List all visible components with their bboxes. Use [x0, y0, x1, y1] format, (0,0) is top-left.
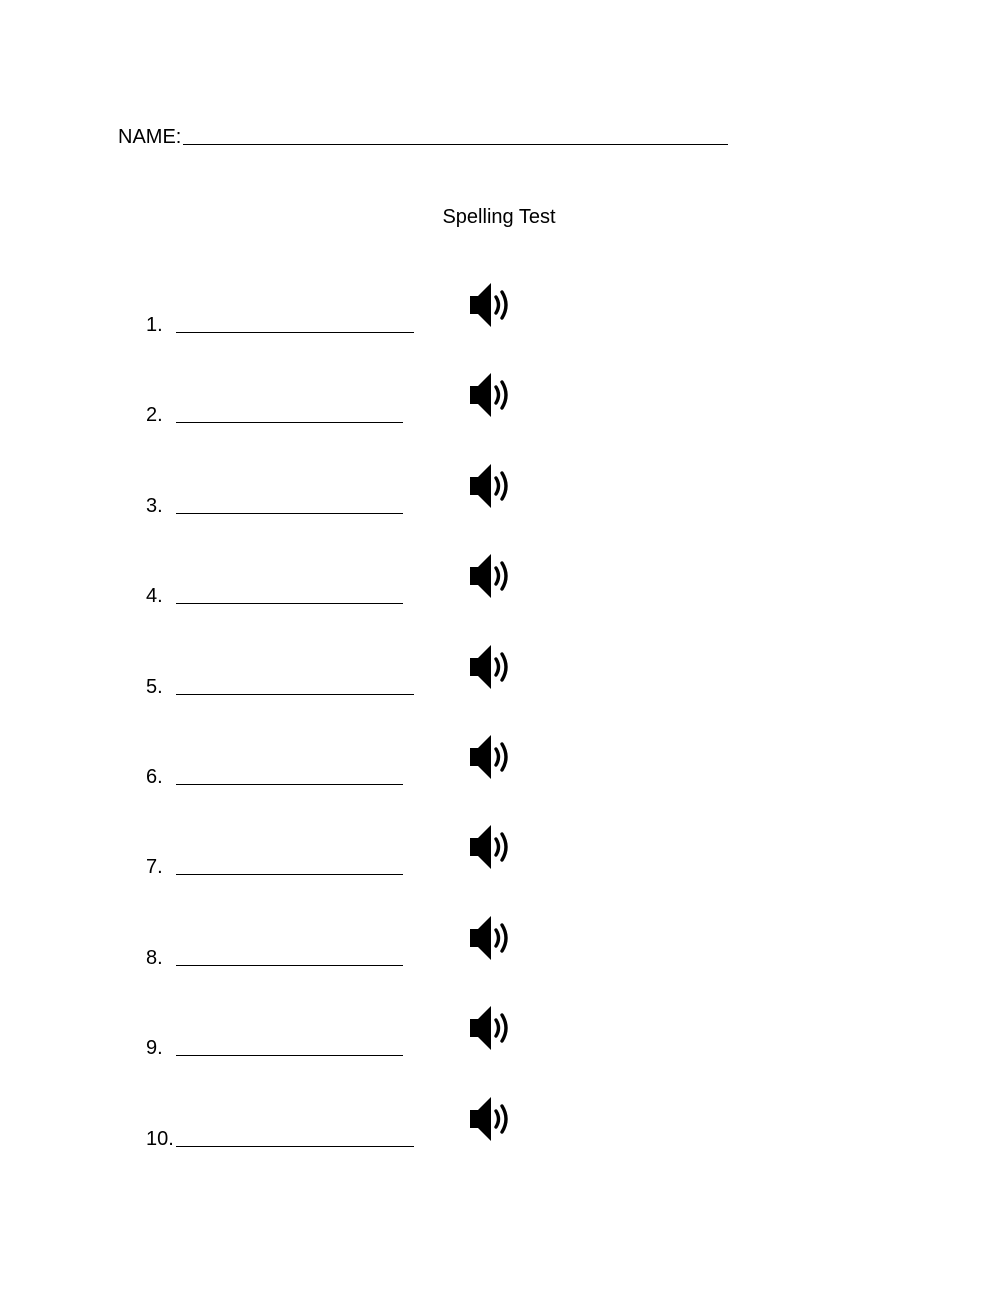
list-item — [146, 567, 566, 607]
item-number: 3. — [146, 494, 163, 517]
answer-line[interactable] — [176, 694, 414, 695]
speaker-icon[interactable] — [469, 734, 513, 780]
speaker-icon[interactable] — [469, 282, 513, 328]
item-number: 8. — [146, 946, 163, 969]
item-number: 6. — [146, 766, 163, 788]
item-number: 5. — [146, 675, 163, 698]
page-title: Spelling Test — [442, 206, 556, 228]
answer-line[interactable] — [176, 422, 403, 423]
answer-line[interactable] — [176, 513, 403, 514]
name-label: NAME: — [118, 126, 182, 148]
list-item — [146, 1110, 566, 1150]
speaker-icon[interactable] — [469, 553, 513, 599]
speaker-icon[interactable] — [469, 644, 513, 690]
list-item — [146, 748, 566, 788]
item-number: 2. — [146, 404, 163, 427]
list-item — [146, 929, 566, 969]
list-item — [146, 838, 566, 878]
speaker-icon[interactable] — [469, 1096, 513, 1142]
answer-line[interactable] — [176, 332, 414, 333]
item-number: 1. — [146, 314, 163, 336]
name-input-line[interactable] — [183, 144, 728, 145]
item-number: 7. — [146, 856, 163, 879]
speaker-icon[interactable] — [469, 824, 513, 870]
list-item — [146, 658, 566, 698]
speaker-icon[interactable] — [469, 372, 513, 418]
list-item — [146, 296, 566, 336]
speaker-icon[interactable] — [469, 915, 513, 961]
item-number: 10. — [146, 1127, 174, 1150]
answer-line[interactable] — [176, 874, 403, 875]
answer-line[interactable] — [176, 1055, 403, 1056]
list-item — [146, 386, 566, 426]
list-item — [146, 477, 566, 517]
answer-line[interactable] — [176, 965, 403, 966]
speaker-icon[interactable] — [469, 1005, 513, 1051]
answer-line[interactable] — [176, 1146, 414, 1147]
speaker-icon[interactable] — [469, 463, 513, 509]
item-number: 4. — [146, 585, 163, 608]
item-number: 9. — [146, 1037, 163, 1060]
answer-line[interactable] — [176, 784, 403, 785]
answer-line[interactable] — [176, 603, 403, 604]
name-row — [118, 120, 728, 148]
list-item — [146, 1019, 566, 1059]
